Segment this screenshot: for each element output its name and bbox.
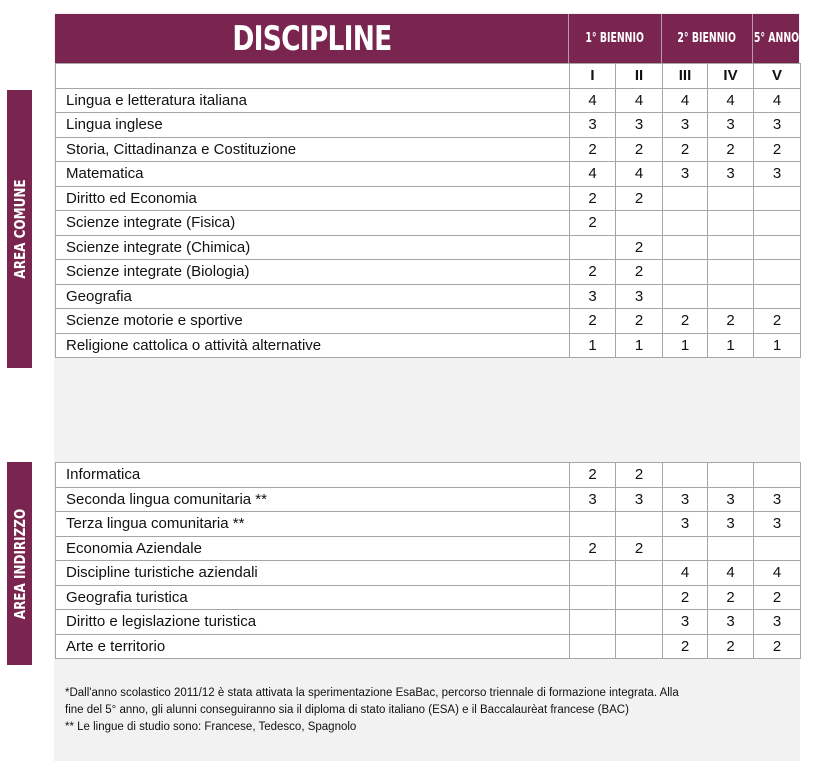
table-row: [56, 585, 801, 610]
table-row: [56, 309, 801, 334]
footnote-line: ** Le lingue di studio sono: Francese, Tedesco, Spagnolo: [65, 721, 357, 733]
hours-cell: [754, 235, 801, 260]
anno5-label: 5° ANNO: [753, 31, 799, 46]
biennio2-label: 2° BIENNIO: [677, 31, 737, 46]
area-comune-text: AREA COMUNE: [10, 179, 29, 279]
table-row: [56, 137, 801, 162]
hours-cell: 4: [708, 88, 754, 113]
hours-cell: [616, 512, 663, 537]
hours-cell: 1: [663, 333, 708, 358]
subject-name: Scienze integrate (Chimica): [56, 235, 570, 260]
hours-cell: 4: [708, 561, 754, 586]
biennio1-label: 1° BIENNIO: [585, 31, 645, 46]
hours-cell: [754, 284, 801, 309]
hours-cell: [663, 536, 708, 561]
area-comune-label: [7, 90, 32, 368]
hours-cell: 4: [754, 88, 801, 113]
hours-cell: 1: [708, 333, 754, 358]
hours-cell: 2: [663, 634, 708, 659]
hours-cell: 3: [708, 162, 754, 187]
hours-cell: [570, 610, 616, 635]
subject-name: Scienze motorie e sportive: [56, 309, 570, 334]
hours-cell: 3: [570, 487, 616, 512]
hours-cell: [570, 634, 616, 659]
area-indirizzo-label: [7, 462, 32, 665]
subject-name: Scienze integrate (Fisica): [56, 211, 570, 236]
hours-cell: 2: [708, 585, 754, 610]
hours-cell: [708, 284, 754, 309]
hours-cell: [570, 585, 616, 610]
subject-name: Lingua inglese: [56, 113, 570, 138]
hours-cell: 3: [616, 284, 663, 309]
subject-name: Storia, Cittadinanza e Costituzione: [56, 137, 570, 162]
year-cell: III: [663, 64, 708, 89]
hours-cell: 1: [570, 333, 616, 358]
hours-cell: 2: [754, 137, 801, 162]
table-row: [56, 610, 801, 635]
hours-cell: [754, 260, 801, 285]
hours-cell: 4: [663, 561, 708, 586]
biennio2-header: [662, 14, 753, 63]
table-row: [56, 88, 801, 113]
subject-name: Matematica: [56, 162, 570, 187]
table-row: [56, 186, 801, 211]
hours-cell: 3: [708, 113, 754, 138]
table-row: [56, 561, 801, 586]
area-indirizzo-text: AREA INDIRIZZO: [10, 508, 29, 619]
hours-cell: [570, 512, 616, 537]
hours-cell: 2: [708, 634, 754, 659]
table-row: [56, 463, 801, 488]
hours-cell: 3: [754, 610, 801, 635]
hours-cell: [570, 561, 616, 586]
hours-cell: 3: [616, 113, 663, 138]
hours-cell: [708, 536, 754, 561]
footnote-line: *Dall'anno scolastico 2011/12 è stata attivata la sperimentazione EsaBac, percorso triennale di formazione integrata. Alla: [65, 687, 679, 699]
hours-cell: 2: [616, 309, 663, 334]
hours-cell: 2: [708, 137, 754, 162]
hours-cell: 2: [754, 309, 801, 334]
subject-name: Geografia turistica: [56, 585, 570, 610]
hours-cell: [708, 463, 754, 488]
hours-cell: 4: [616, 162, 663, 187]
discipline-header: [55, 14, 569, 63]
hours-cell: 3: [754, 113, 801, 138]
table-row: [56, 634, 801, 659]
footnote-line: fine del 5° anno, gli alunni conseguiranno sia il diploma di stato italiano (ESA) e il Baccalaurèat francese (BAC): [65, 704, 629, 716]
hours-cell: [708, 211, 754, 236]
hours-cell: 2: [616, 235, 663, 260]
hours-cell: 2: [570, 137, 616, 162]
subject-name: Seconda lingua comunitaria **: [56, 487, 570, 512]
table-row: [56, 113, 801, 138]
hours-cell: 4: [570, 88, 616, 113]
hours-cell: [616, 561, 663, 586]
year-cell: II: [616, 64, 663, 89]
table-row: [56, 211, 801, 236]
hours-cell: 3: [754, 512, 801, 537]
hours-cell: 3: [570, 284, 616, 309]
table-row: [56, 333, 801, 358]
hours-cell: [663, 260, 708, 285]
subject-name: Geografia: [56, 284, 570, 309]
hours-cell: 3: [663, 162, 708, 187]
hours-cell: 2: [570, 309, 616, 334]
hours-cell: 3: [754, 162, 801, 187]
hours-cell: [616, 634, 663, 659]
table-row: [56, 487, 801, 512]
hours-cell: [754, 211, 801, 236]
subject-name: Diritto e legislazione turistica: [56, 610, 570, 635]
hours-cell: 2: [616, 137, 663, 162]
hours-cell: [616, 585, 663, 610]
hours-cell: 3: [708, 610, 754, 635]
hours-cell: 2: [616, 260, 663, 285]
table-row: [56, 260, 801, 285]
hours-cell: [616, 610, 663, 635]
hours-cell: 4: [754, 561, 801, 586]
hours-cell: 3: [708, 487, 754, 512]
year-cell: IV: [708, 64, 754, 89]
hours-cell: [663, 211, 708, 236]
hours-cell: 2: [616, 536, 663, 561]
hours-cell: 2: [754, 634, 801, 659]
hours-cell: [663, 463, 708, 488]
hours-cell: 2: [754, 585, 801, 610]
hours-cell: 2: [570, 260, 616, 285]
hours-cell: 3: [663, 610, 708, 635]
hours-cell: 2: [616, 186, 663, 211]
subject-name: Terza lingua comunitaria **: [56, 512, 570, 537]
hours-cell: [570, 235, 616, 260]
hours-cell: 4: [663, 88, 708, 113]
table-row: [56, 536, 801, 561]
hours-cell: [754, 186, 801, 211]
year-cell: V: [754, 64, 801, 89]
hours-cell: 3: [616, 487, 663, 512]
hours-cell: [708, 186, 754, 211]
hours-cell: 2: [570, 463, 616, 488]
hours-cell: [663, 235, 708, 260]
hours-cell: 3: [708, 512, 754, 537]
biennio1-header: [569, 14, 662, 63]
subject-name: Discipline turistiche aziendali: [56, 561, 570, 586]
hours-cell: 1: [616, 333, 663, 358]
table-row: [56, 512, 801, 537]
hours-cell: [663, 284, 708, 309]
hours-cell: 3: [570, 113, 616, 138]
hours-cell: [754, 463, 801, 488]
subject-name: Arte e territorio: [56, 634, 570, 659]
hours-cell: 2: [663, 309, 708, 334]
table-row: [56, 162, 801, 187]
hours-cell: 3: [663, 487, 708, 512]
hours-cell: 2: [570, 536, 616, 561]
hours-cell: [708, 235, 754, 260]
subject-name: Informatica: [56, 463, 570, 488]
page-title: DISCIPLINE: [231, 18, 392, 59]
hours-cell: 3: [754, 487, 801, 512]
hours-cell: 4: [570, 162, 616, 187]
area-comune-table: [55, 63, 801, 358]
hours-cell: [754, 536, 801, 561]
years-row: [56, 64, 801, 89]
subject-name: Economia Aziendale: [56, 536, 570, 561]
area-indirizzo-table: [55, 462, 801, 659]
hours-cell: 2: [616, 463, 663, 488]
hours-cell: 2: [663, 585, 708, 610]
hours-cell: 3: [663, 512, 708, 537]
subject-name: Religione cattolica o attività alternative: [56, 333, 570, 358]
hours-cell: 2: [663, 137, 708, 162]
subject-name: Scienze integrate (Biologia): [56, 260, 570, 285]
hours-cell: 2: [570, 211, 616, 236]
hours-cell: 2: [708, 309, 754, 334]
anno5-header: [753, 14, 799, 63]
table-row: [56, 235, 801, 260]
hours-cell: 1: [754, 333, 801, 358]
hours-cell: 2: [570, 186, 616, 211]
hours-cell: 3: [663, 113, 708, 138]
footnotes: [65, 685, 795, 736]
hours-cell: [616, 211, 663, 236]
table-row: [56, 284, 801, 309]
hours-cell: [708, 260, 754, 285]
subject-name: Lingua e letteratura italiana: [56, 88, 570, 113]
hours-cell: 4: [616, 88, 663, 113]
empty-cell: [56, 64, 570, 89]
hours-cell: [663, 186, 708, 211]
subject-name: Diritto ed Economia: [56, 186, 570, 211]
year-cell: I: [570, 64, 616, 89]
